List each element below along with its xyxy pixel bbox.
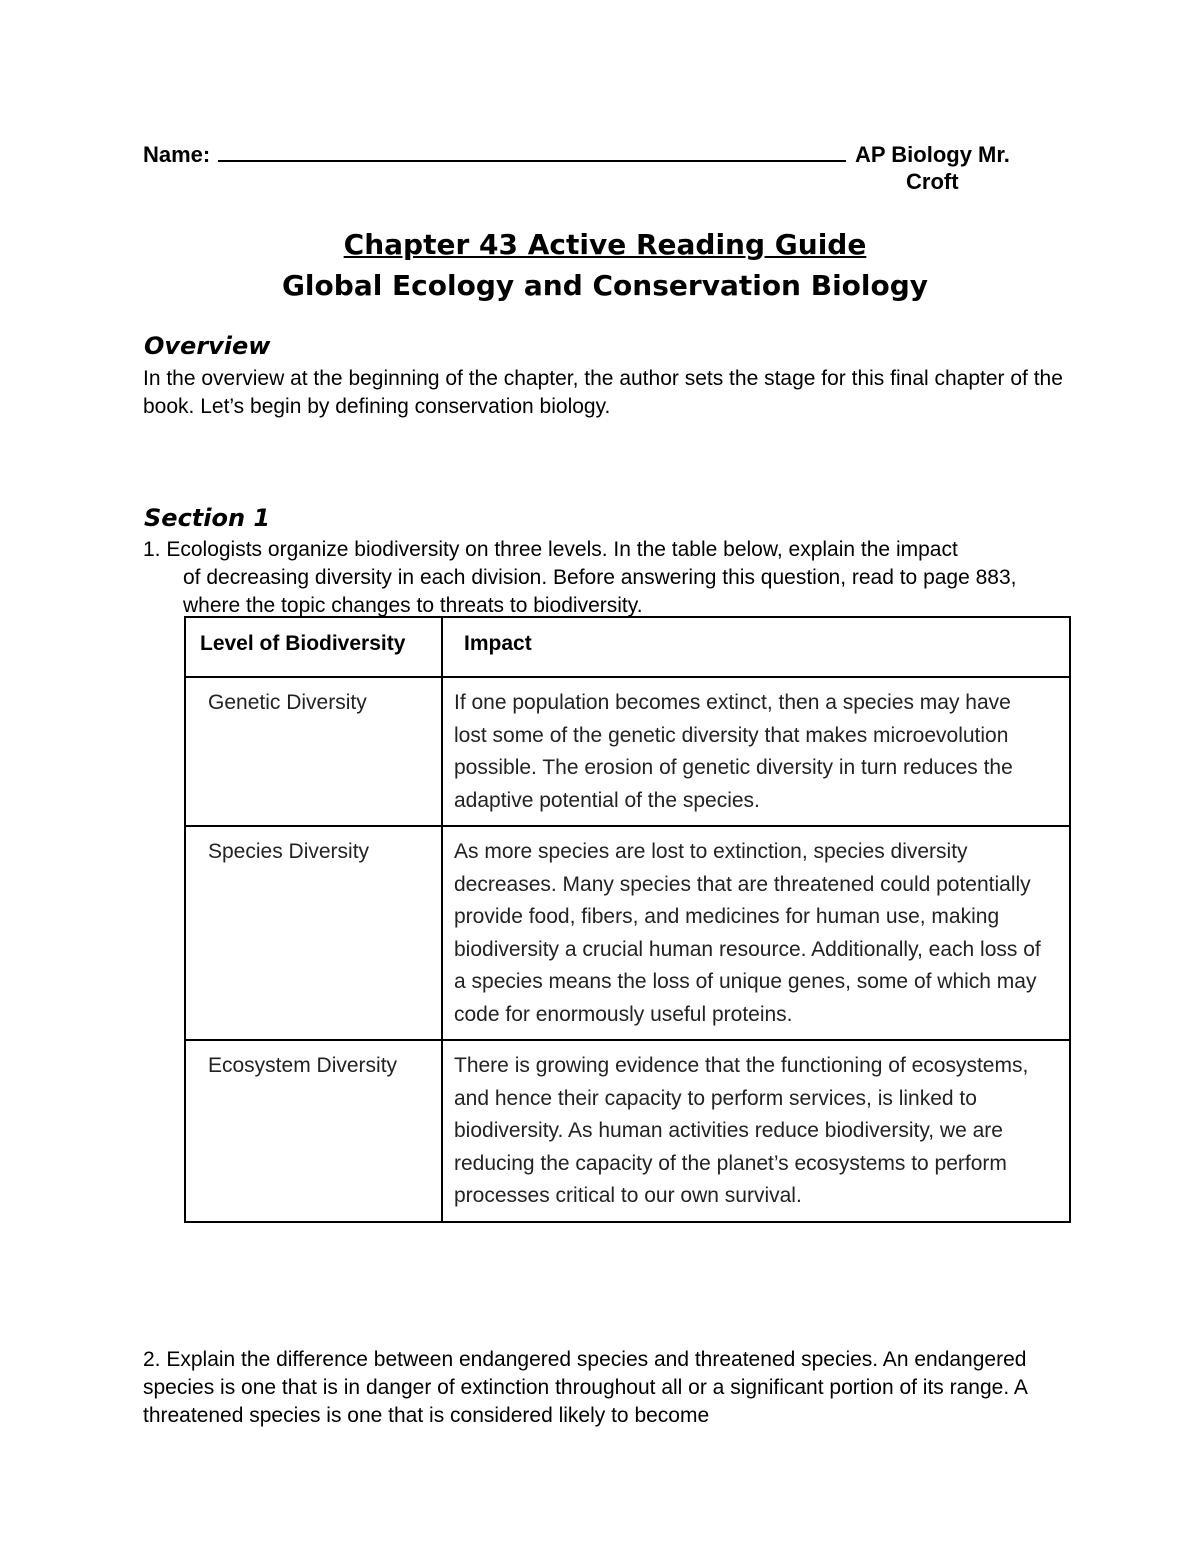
level-cell: Genetic Diversity (185, 677, 442, 826)
impact-cell: If one population becomes extinct, then a species may have lost some of the genetic diversity that makes microevolution possible. The erosion of genetic diversity in turn reduces the adaptive potential of the species. (442, 677, 1070, 826)
header-level: Level of Biodiversity (185, 617, 442, 677)
level-cell: Ecosystem Diversity (185, 1040, 442, 1222)
table-header-row (185, 617, 1070, 677)
table-row (185, 1040, 1070, 1222)
course-line-1: AP Biology Mr. (855, 142, 1010, 167)
biodiversity-table (184, 616, 1071, 1223)
title-line-2: Global Ecology and Conservation Biology (281, 269, 929, 302)
level-cell: Species Diversity (185, 826, 442, 1040)
course-info (855, 141, 1035, 195)
overview-heading: Overview (144, 332, 271, 360)
table-row (185, 826, 1070, 1040)
name-field (143, 141, 848, 169)
title-line-1: Chapter 43 Active Reading Guide (343, 228, 867, 261)
header-impact: Impact (442, 617, 1070, 677)
name-label: Name: (143, 142, 211, 167)
question-1-line-1: 1. Ecologists organize biodiversity on three levels. In the table below, explain the impact (143, 538, 958, 561)
table-row (185, 677, 1070, 826)
question-1 (143, 536, 1073, 620)
document-title (0, 224, 1200, 306)
impact-cell: As more species are lost to extinction, species diversity decreases. Many species that are threatened could potentially provide food, fibers, and medicines for human use, making biodiversity a crucial human resource. Additionally, each loss of a species means the loss of unique genes, some of which may code for enormously useful proteins. (442, 826, 1070, 1040)
question-2: 2. Explain the difference between endangered species and threatened species. An endangered species is one that is in danger of extinction throughout all or a significant portion of its range. A threatened species is one that is considered likely to become (143, 1348, 1027, 1427)
name-blank-line[interactable] (218, 157, 846, 162)
impact-cell: There is growing evidence that the functioning of ecosystems, and hence their capacity to perform services, is linked to biodiversity. As human activities reduce biodiversity, we are reducing the capacity of the planet’s ecosystems to perform processes critical to our own survival. (442, 1040, 1070, 1222)
question-1-continuation: of decreasing diversity in each division. Before answering this question, read to page 883, where the topic changes to threats to biodiversity. (183, 566, 1017, 617)
overview-text: In the overview at the beginning of the chapter, the author sets the stage for this final chapter of the book. Let’s begin by defining conservation biology. (143, 367, 1063, 418)
section1-heading: Section 1 (144, 504, 271, 532)
course-line-2: Croft (906, 169, 959, 194)
